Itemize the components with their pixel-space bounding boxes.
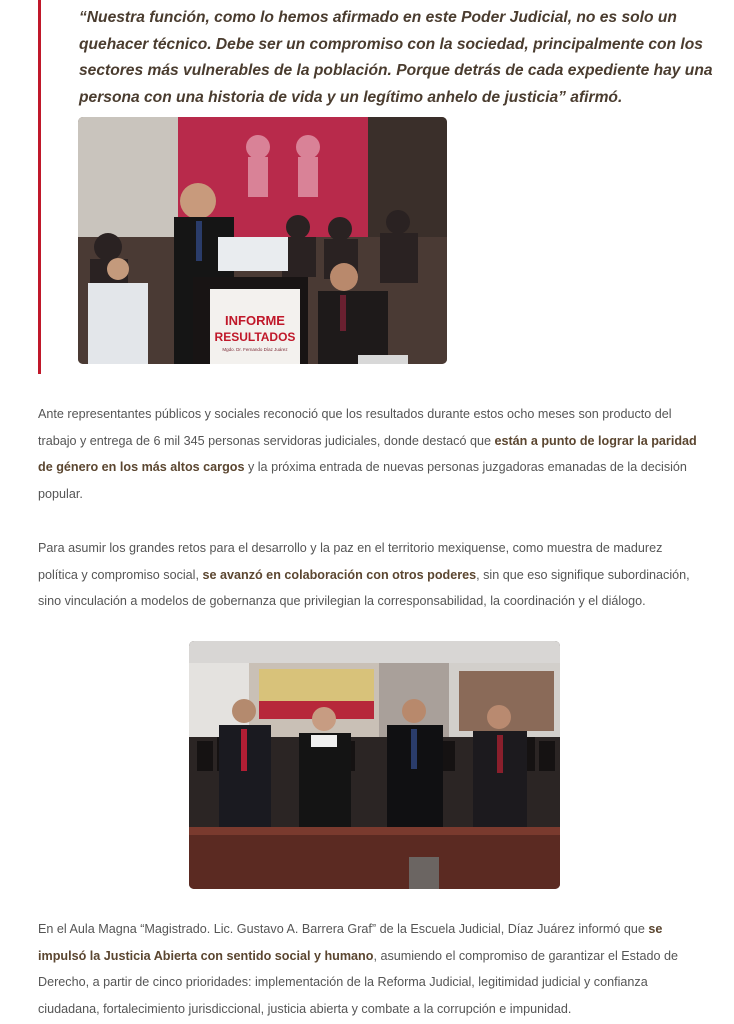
paragraph-1-text-b: y la próxima entrada de nuevas personas juzgadoras emanadas de la decisión popular. [38,460,687,501]
group-photo [189,641,560,889]
paragraph-3-text-a: En el Aula Magna “Magistrado. Lic. Gustavo A. Barrera Graf” de la Escuela Judicial, Díaz Juárez informó que [38,922,649,936]
paragraph-3 [38,916,702,1022]
paragraph-1-bold: están a punto de lograr la paridad de género en los más altos cargos [38,433,697,474]
paragraph-1-text-a: Ante representantes públicos y sociales reconoció que los resultados durante estos ocho meses son producto del trabajo y entrega de 6 mil 345 personas servidoras judiciales, donde destacó que [38,407,672,448]
paragraph-2-text-a: Para asumir los grandes retos para el desarrollo y la paz en el territorio mexiquense, como muestra de madurez política y compromiso social, [38,541,663,582]
paragraph-2 [38,535,702,615]
paragraph-3-bold: se impulsó la Justicia Abierta con sentido social y humano [38,922,663,963]
paragraph-3-text-b: , asumiendo el compromiso de garantizar el Estado de Derecho, a partir de cinco prioridades: implementación de la Reforma Judicial, legitimidad judicial y confianza ciudadana, fortalecimiento jurisdiccional, justicia abierta y combate a la corrupción e impunidad. [38,948,678,1016]
podium-speech-photo [78,117,447,364]
quote-accent-bar [38,0,41,374]
podium-subtitle: Mgdo. Dr. Fernando Díaz Juárez [222,347,288,352]
podium-title-1: INFORME [225,313,285,328]
podium-title-2: RESULTADOS [214,330,296,344]
quote-text: “Nuestra función, como lo hemos afirmado en este Poder Judicial, no es solo un quehacer técnico. Debe ser un compromiso con la sociedad, principalmente con los sectores más vulnerables de la población. Porque detrás de cada expediente hay una persona con una historia de vida y un legítimo anhelo de justicia” afirmó. [79,9,713,106]
paragraph-1 [38,401,702,507]
paragraph-2-text-b: , sin que eso signifique subordinación, sino vinculación a modelos de gobernanza que privilegian la corresponsabilidad, la coordinación y el diálogo. [38,567,690,608]
paragraph-2-bold: se avanzó en colaboración con otros poderes [202,567,477,582]
